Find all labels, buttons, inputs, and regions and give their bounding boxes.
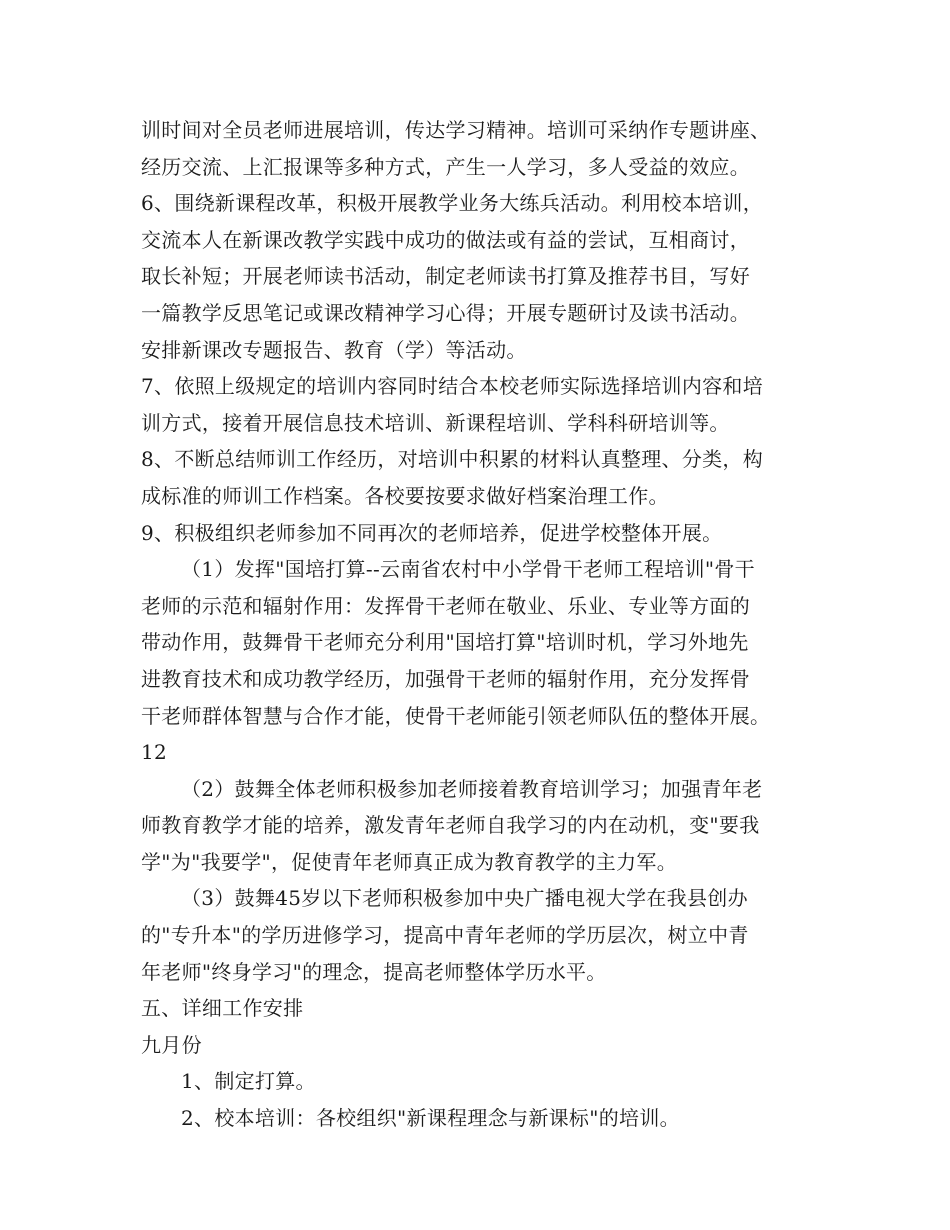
document-line: 8、不断总结师训工作经历，对培训中积累的材料认真整理、分类，构 xyxy=(141,447,764,472)
document-line: 的"专升本"的学历进修学习，提高中青年老师的学历层次，树立中青 xyxy=(141,923,749,948)
document-line: 训方式，接着开展信息技术培训、新课程培训、学科科研培训等。 xyxy=(141,410,730,435)
document-line: 一篇教学反思笔记或课改精神学习心得；开展专题研讨及读书活动。 xyxy=(141,300,750,325)
document-line: 训时间对全员老师进展培训，传达学习精神。培训可采纳作专题讲座、 xyxy=(141,118,771,142)
document-line: 进教育技术和成功教学经历，加强骨干老师的辐射作用，充分发挥骨 xyxy=(141,666,750,691)
document-line: 经历交流、上汇报课等多种方式，产生一人学习，多人受益的效应。 xyxy=(141,154,750,179)
document-line: （1）发挥"国培打算--云南省农村中小学骨干老师工程培训"骨干 xyxy=(181,557,755,582)
document-line: （3）鼓舞45岁以下老师积极参加中央广播电视大学在我县创办 xyxy=(181,886,748,911)
document-line: 学"为"我要学"，促使青年老师真正成为教育教学的主力军。 xyxy=(141,849,677,874)
document-line: 9、积极组织老师参加不同再次的老师培养，促进学校整体开展。 xyxy=(141,520,723,545)
document-line: （2）鼓舞全体老师积极参加老师接着教育培训学习；加强青年老 xyxy=(181,776,763,801)
document-line: 交流本人在新课改教学实践中成功的做法或有益的尝试，互相商讨， xyxy=(141,227,750,252)
document-line: 老师的示范和辐射作用：发挥骨干老师在敬业、乐业、专业等方面的 xyxy=(141,593,750,618)
document-line: 五、详细工作安排 xyxy=(141,996,304,1021)
document-line: 成标准的师训工作档案。各校要按要求做好档案治理工作。 xyxy=(141,483,669,508)
document-line: 师教育教学才能的培养，激发青年老师自我学习的内在动机，变"要我 xyxy=(141,813,760,838)
document-line: 1、制定打算。 xyxy=(181,1069,316,1094)
document-line: 干老师群体智慧与合作才能，使骨干老师能引领老师队伍的整体开展。 xyxy=(141,703,771,728)
document-line: 安排新课改专题报告、教育（学）等活动。 xyxy=(141,337,527,362)
document-line: 12 xyxy=(141,740,168,765)
document-line: 九月份 xyxy=(141,1032,202,1057)
document-line: 2、校本培训：各校组织"新课程理念与新课标"的培训。 xyxy=(181,1106,680,1131)
document-line: 7、依照上级规定的培训内容同时结合本校老师实际选择培训内容和培 xyxy=(141,374,764,399)
document-body xyxy=(141,112,841,1137)
document-line: 取长补短；开展老师读书活动，制定老师读书打算及推荐书目，写好 xyxy=(141,264,750,289)
document-line: 6、围绕新课程改革，积极开展教学业务大练兵活动。利用校本培训， xyxy=(141,191,764,216)
document-line: 年老师"终身学习"的理念，提高老师整体学历水平。 xyxy=(141,959,607,984)
document-line: 带动作用，鼓舞骨干老师充分利用"国培打算"培训时机，学习外地先 xyxy=(141,630,749,655)
